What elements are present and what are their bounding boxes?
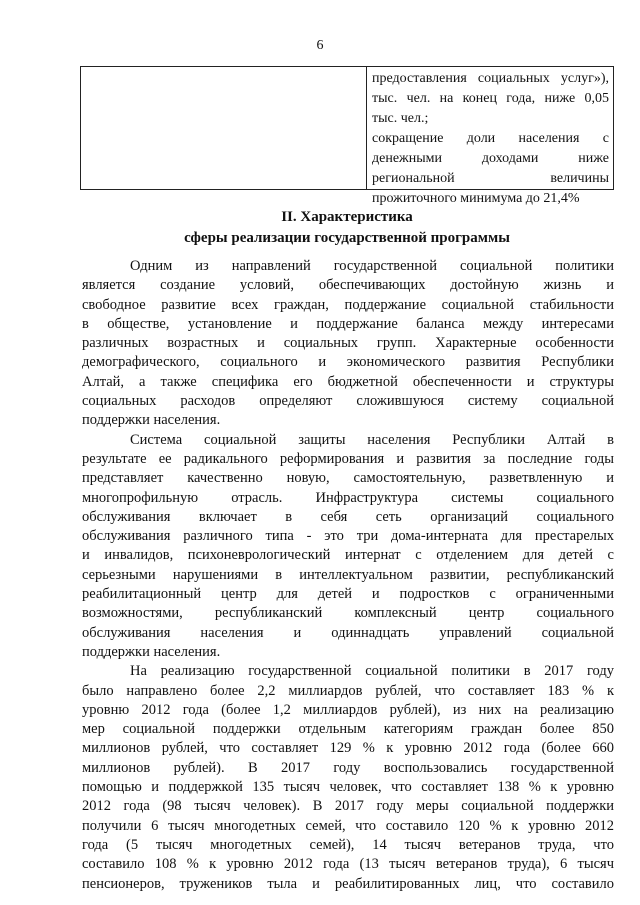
text-line: составило 108 % к уровню 2012 года (13 тысяч ветеранов труда), 6 тысяч	[82, 856, 614, 873]
table-line: предоставления социальных услуг»),	[372, 71, 609, 86]
text-line: различных возрастных и социальных групп. Характерные особенности	[82, 335, 614, 352]
text-line: миллионов рублей). В 2017 году воспользовались государственной	[82, 759, 614, 776]
section-heading	[80, 207, 614, 249]
text-line: представляет качественно новую, самостоятельную, разветвленную и	[82, 470, 614, 487]
continuation-table	[80, 66, 614, 206]
body-text	[82, 257, 614, 894]
text-line: демографического, социального и экономического развития Республики	[82, 354, 614, 371]
table-line: денежными доходами ниже	[372, 151, 609, 166]
text-line: года (5 тысяч многодетных семей), 14 тысяч ветеранов труда, что	[82, 836, 614, 853]
table-right-cell	[367, 67, 613, 206]
text-line: 2012 года (98 тысяч человек). В 2017 году меры социальной поддержки	[82, 798, 614, 815]
table-line: тыс. чел.;	[372, 111, 429, 126]
text-line: серьезными нарушениями в интеллектуальном развитии, республиканский	[82, 566, 614, 583]
table-line: тыс. чел. на конец года, ниже 0,05	[372, 91, 609, 106]
text-line: Алтай, а также специфика его бюджетной обеспеченности и структуры	[82, 373, 614, 390]
text-line: миллионов рублей, что составляет 129 % к уровню 2012 года (более 660	[82, 740, 614, 757]
table-line: региональной величины	[372, 171, 609, 186]
text-line: уровню 2012 года (более 1,2 миллиардов рублей), из них на реализацию	[82, 701, 614, 718]
text-line: в обществе, установление и поддержание баланса между интересами	[82, 315, 614, 332]
table-left-cell	[81, 67, 367, 189]
text-line: свободное развитие всех граждан, поддержание социальной стабильности	[82, 296, 614, 313]
text-line: обслуживания различного типа - это три дома-интерната для престарелых	[82, 528, 614, 545]
text-line: пенсионеров, тружеников тыла и реабилитированных лиц, что составило	[82, 875, 614, 892]
text-line: получили 6 тысяч многодетных семей, что составило 120 % к уровню 2012	[82, 817, 614, 834]
text-line: поддержки населения.	[82, 412, 221, 429]
text-line: обслуживания включает в себя сеть организаций социального	[82, 508, 614, 525]
text-line: является создание условий, обеспечивающих достойную жизнь и	[82, 277, 614, 294]
text-line: было направлено более 2,2 миллиардов рублей, что составляет 183 % к	[82, 682, 614, 699]
text-line: возможностями, республиканский комплексный центр социального	[82, 605, 614, 622]
page-number: 6	[316, 38, 324, 53]
text-line: обслуживания населения и одиннадцать управлений социальной	[82, 624, 614, 641]
text-line: реабилитационный центр для детей и подростков с ограниченными	[82, 586, 614, 603]
text-line: Система социальной защиты населения Республики Алтай в	[130, 431, 614, 448]
text-line: помощью и поддержкой 135 тысяч человек, что составляет 138 % к уровню	[82, 779, 614, 796]
text-line: мер социальной поддержки отдельным категориям граждан более 850	[82, 721, 614, 738]
section-title-line-1: II. Характеристика	[281, 209, 413, 225]
table-line: прожиточного минимума до 21,4%	[372, 191, 580, 206]
table-line: сокращение доли населения с	[372, 131, 609, 146]
text-line: поддержки населения.	[82, 643, 221, 660]
text-line: На реализацию государственной социальной политики в 2017 году	[130, 663, 614, 680]
text-line: результате ее радикального реформирования и развития за последние годы	[82, 450, 614, 467]
text-line: и инвалидов, психоневрологический интернат с отделением для детей с	[82, 547, 614, 564]
section-title-line-2: сферы реализации государственной программы	[184, 230, 510, 246]
text-line: социальных расходов определяют сложившуюся систему социальной	[82, 393, 614, 410]
text-line: многопрофильную отрасль. Инфраструктура системы социального	[82, 489, 614, 506]
text-line: Одним из направлений государственной социальной политики	[130, 258, 614, 274]
